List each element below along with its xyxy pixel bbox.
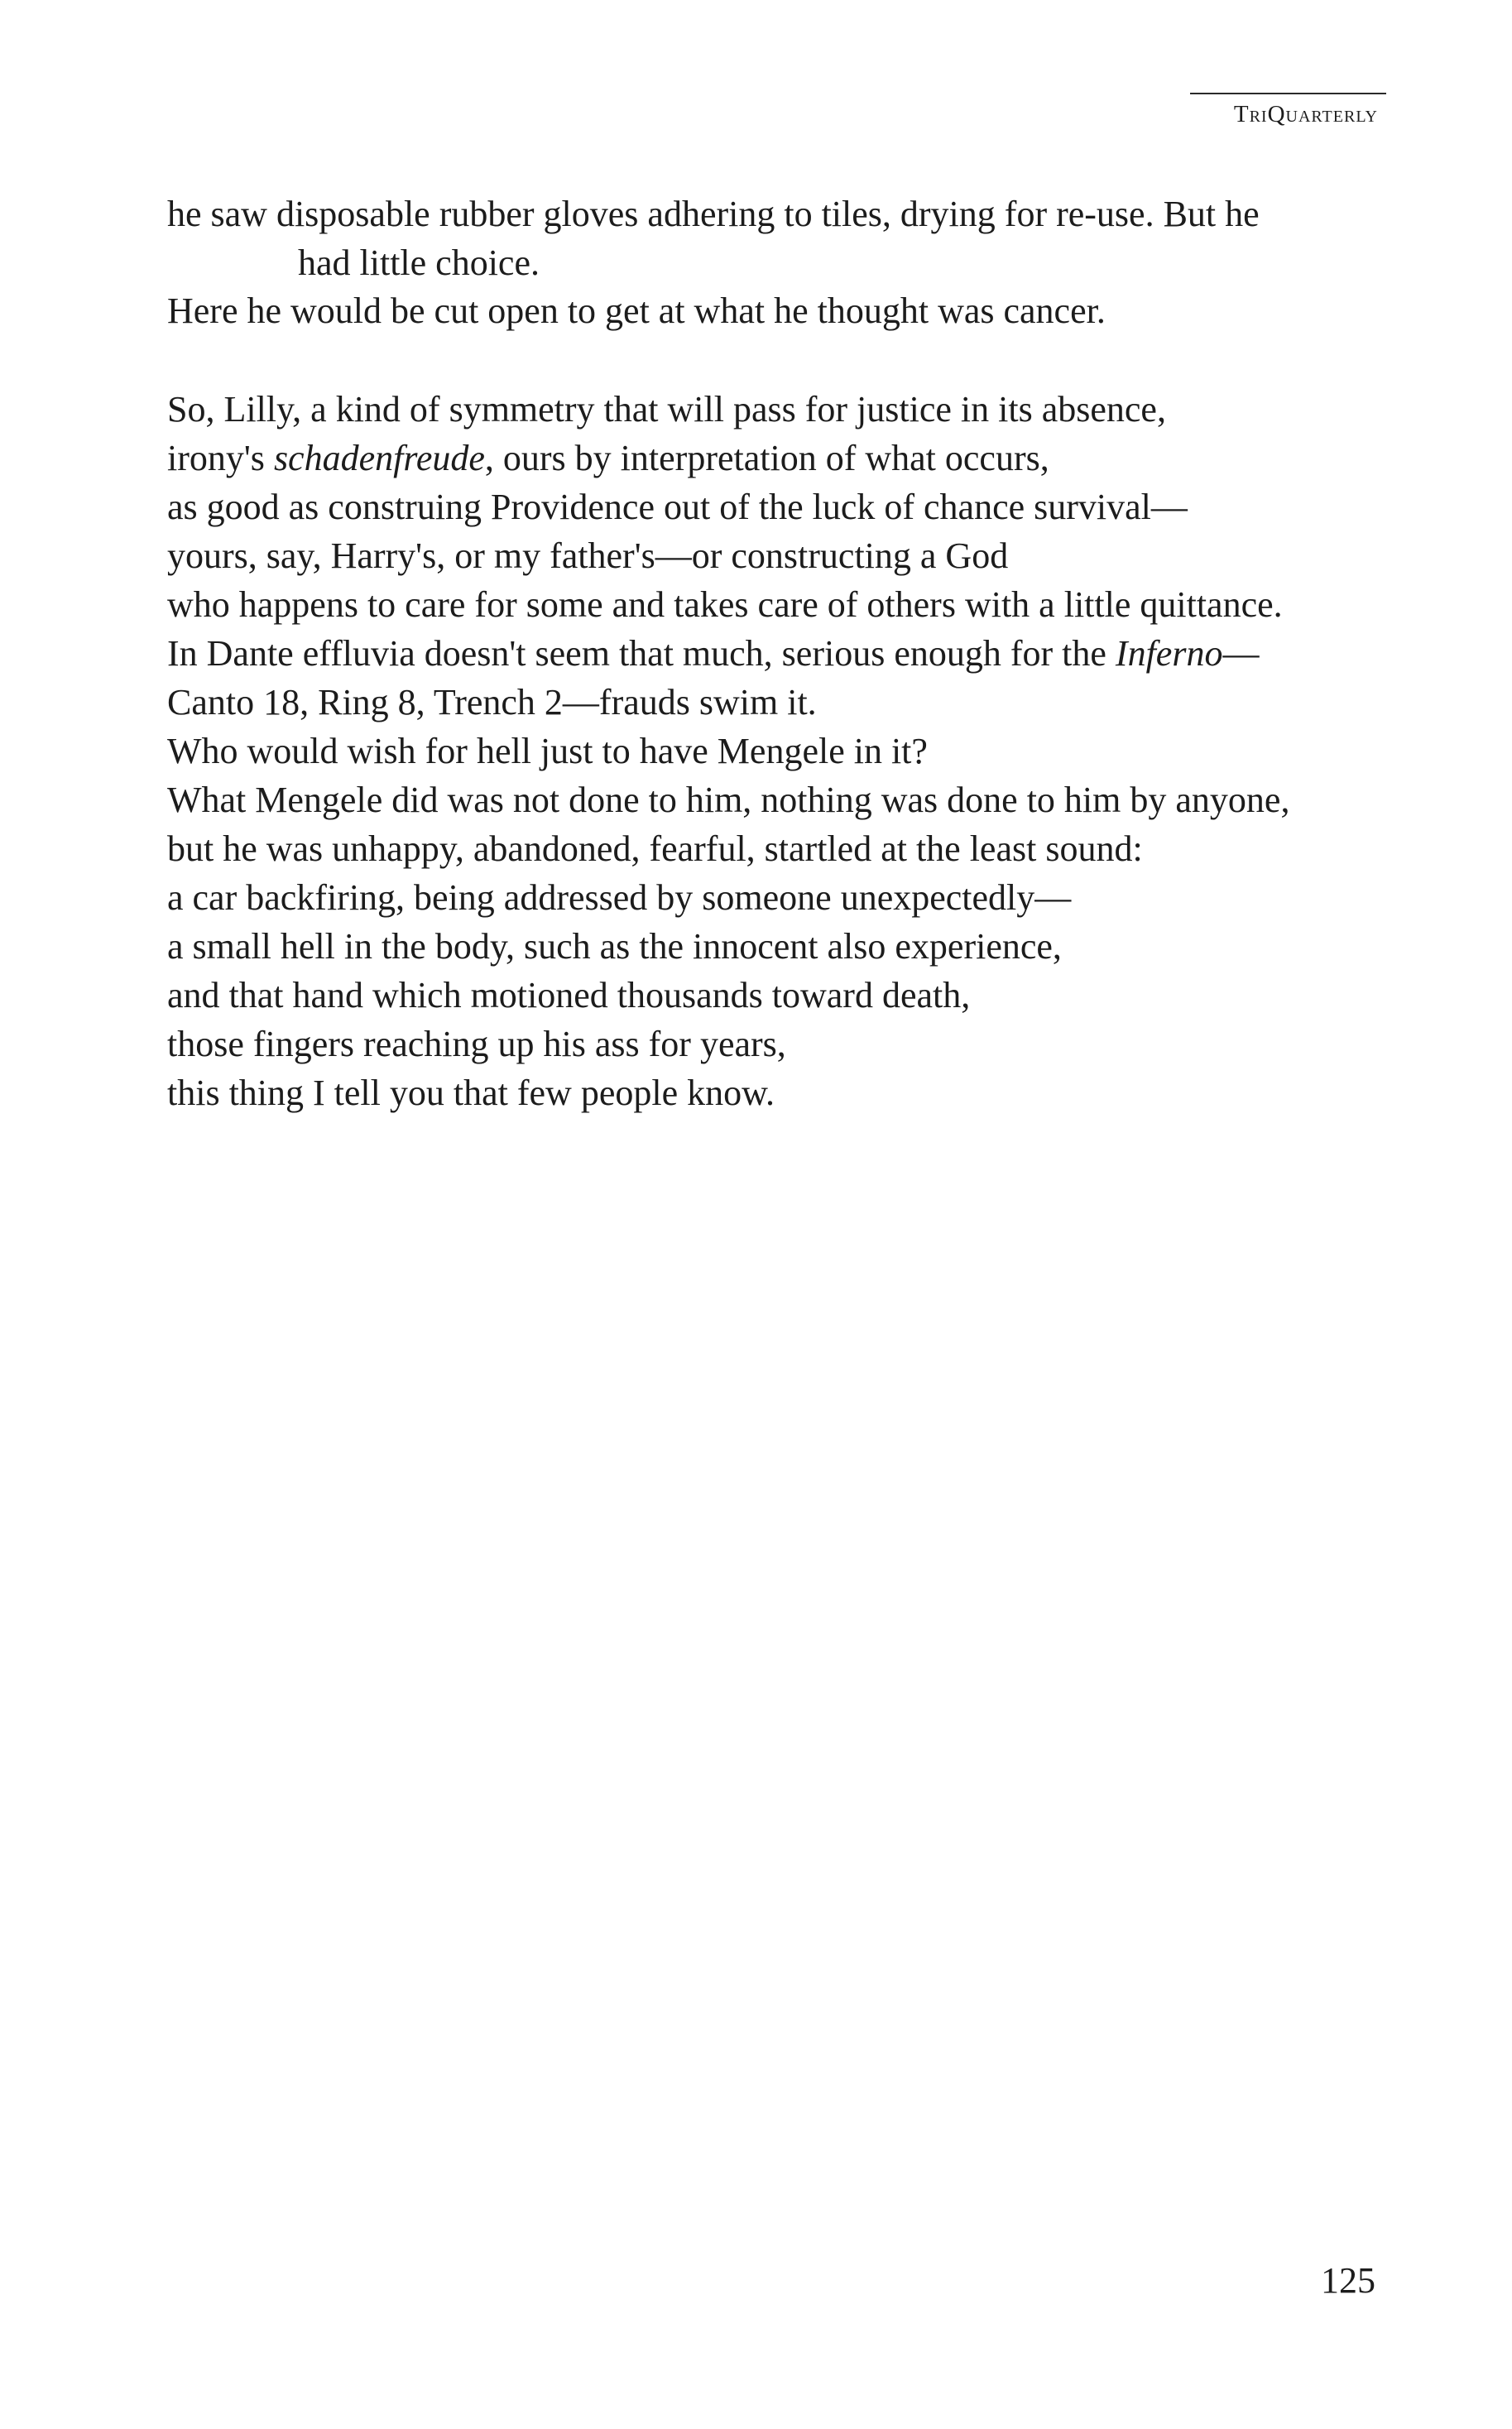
poem-line-18: this thing I tell you that few people know. [167,1073,775,1113]
poem-line-3: Here he would be cut open to get at what he thought was cancer. [167,290,1106,331]
page-number: 125 [1321,2260,1375,2301]
poem-line-1: he saw disposable rubber gloves adhering to tiles, drying for re-use. But he [167,194,1260,234]
poem-line-10: Canto 18, Ring 8, Trench 2—frauds swim it. [167,682,817,722]
poem-line-14: a car backfiring, being addressed by someone unexpectedly— [167,877,1072,918]
italic-schadenfreude: schadenfreude [273,438,485,478]
poem-line-5 [167,434,1049,482]
poem-line-17: those fingers reaching up his ass for years, [167,1024,786,1064]
poem-line-9 [167,630,1259,678]
poem-line-6: as good as construing Providence out of the luck of chance survival— [167,487,1188,527]
header-rule [1190,93,1386,94]
poem-line-9-end: — [1222,633,1260,674]
italic-inferno: Inferno [1115,633,1223,674]
poem-line-4: So, Lilly, a kind of symmetry that will pass for justice in its absence, [167,389,1166,430]
poem-line-5-end: , ours by interpretation of what occurs, [484,438,1049,478]
poem-line-12: What Mengele did was not done to him, nothing was done to him by anyone, [167,780,1290,820]
poem-line-7: yours, say, Harry's, or my father's—or constructing a God [167,535,1009,576]
poem-line-5-start: irony's [167,438,274,478]
running-head: TriQuarterly [1233,101,1378,127]
poem-line-16: and that hand which motioned thousands toward death, [167,975,971,1015]
poem-line-8: who happens to care for some and takes care of others with a little quittance. [167,584,1283,625]
poem-line-15: a small hell in the body, such as the innocent also experience, [167,926,1062,967]
poem-line-9-start: In Dante effluvia doesn't seem that much, serious enough for the [167,633,1116,674]
poem-line-11: Who would wish for hell just to have Mengele in it? [167,731,928,771]
poem-line-2: had little choice. [298,242,540,283]
poem-line-13: but he was unhappy, abandoned, fearful, startled at the least sound: [167,828,1143,869]
